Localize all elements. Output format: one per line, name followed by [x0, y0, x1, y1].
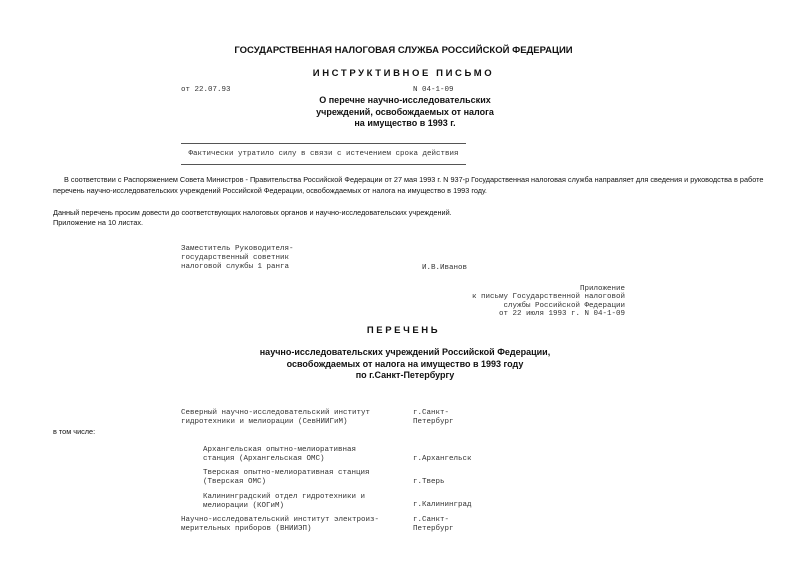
body-paragraph-1-line-1: В соответствии с Распоряжением Совета Министров - Правительства Российской Федерации от 27 мая 1993 г. N 937-р Государственная налоговая служба направляет для сведения и руководства в работе: [64, 175, 764, 184]
list-item-name: [203, 469, 370, 486]
list-item-city-line: г.Калининград: [413, 501, 472, 509]
document-date: от 22.07.93: [181, 86, 231, 94]
signature-line: налоговой службы 1 ранга: [181, 263, 290, 271]
body-paragraph-1-line-2: перечень научно-исследовательских учреждений Российской Федерации, освобождаемых от налога на имущество в 1993 году.: [53, 186, 487, 195]
list-item-city-line: г.Тверь: [413, 478, 445, 486]
status-rule-bottom: [181, 164, 466, 165]
body-paragraph-2: Данный перечень просим довести до соответствующих налоговых органов и научно-исследовательских учреждений.: [53, 208, 452, 217]
list-item-city: [413, 478, 445, 487]
signature-line: государственный советник: [181, 254, 290, 262]
appendix-line: к письму Государственной налоговой: [471, 293, 625, 302]
signatory-name: И.В.Иванов: [422, 264, 468, 272]
attachment-note: Приложение на 10 листах.: [53, 218, 144, 227]
list-item-city-line: г.Архангельск: [413, 455, 472, 463]
list-item-name-line: Научно-исследовательский институт электроиз-: [181, 516, 380, 524]
list-item-name-line: Северный научно-исследовательский институт: [181, 409, 371, 417]
document-number: N 04-1-09: [413, 86, 454, 94]
list-subtitle-line: по г.Санкт-Петербургу: [355, 370, 455, 380]
status-rule-top: [181, 143, 466, 144]
appendix-line: от 22 июля 1993 г. N 04-1-09: [498, 310, 625, 319]
organization-heading: ГОСУДАРСТВЕННАЯ НАЛОГОВАЯ СЛУЖБА РОССИЙСКОЙ ФЕДЕРАЦИИ: [234, 45, 573, 56]
list-item-name-line: гидротехники и мелиорации (СевНИИГиМ): [181, 417, 348, 426]
document-subject: [300, 95, 510, 130]
list-item-city-line: Петербург: [413, 524, 454, 533]
list-item-name: [203, 493, 365, 510]
subject-line: учреждений, освобождаемых от налога: [316, 106, 494, 117]
list-item-city-line: г.Санкт-: [413, 516, 450, 524]
list-item-name-line: (Тверская ОМС): [203, 477, 267, 486]
appendix-line: службы Российской Федерации: [503, 301, 625, 310]
list-item-name-line: Тверская опытно-мелиоративная станция: [203, 469, 370, 477]
document-type-heading: ИНСТРУКТИВНОЕ ПИСЬМО: [312, 68, 495, 79]
list-subtitle: [250, 347, 560, 382]
list-item-name: [181, 516, 379, 533]
list-subtitle-line: освобождаемых от налога на имущество в 1993 году: [286, 358, 524, 369]
list-item-name: [181, 409, 370, 426]
status-note: Фактически утратило силу в связи с истечением срока действия: [188, 150, 459, 158]
signature-line: Заместитель Руководителя-: [181, 245, 294, 253]
appendix-reference: [470, 285, 625, 319]
list-item-name-line: Архангельская опытно-мелиоративная: [203, 446, 357, 454]
including-label: в том числе:: [53, 427, 96, 436]
list-item-city: [413, 501, 472, 510]
signature-title: [181, 245, 294, 272]
list-item-name-line: мерительных приборов (ВНИИЭП): [181, 524, 312, 533]
list-title: ПЕРЕЧЕНЬ: [366, 325, 441, 336]
list-item-city-line: г.Санкт-: [413, 409, 450, 417]
list-item-name-line: Калининградский отдел гидротехники и: [203, 493, 366, 501]
list-item-name-line: мелиорации (КОГиМ): [203, 501, 285, 510]
subject-line: О перечне научно-исследовательских: [319, 95, 491, 105]
list-item-name: [203, 446, 356, 463]
list-subtitle-line: научно-исследовательских учреждений Российской Федерации,: [259, 347, 551, 357]
list-item-city-line: Петербург: [413, 417, 454, 426]
list-item-city: [413, 516, 454, 533]
list-item-city: [413, 409, 454, 426]
appendix-line: Приложение: [579, 285, 625, 293]
list-item-city: [413, 455, 472, 464]
subject-line: на имущество в 1993 г.: [354, 118, 456, 128]
list-item-name-line: станция (Архангельская ОМС): [203, 454, 325, 463]
